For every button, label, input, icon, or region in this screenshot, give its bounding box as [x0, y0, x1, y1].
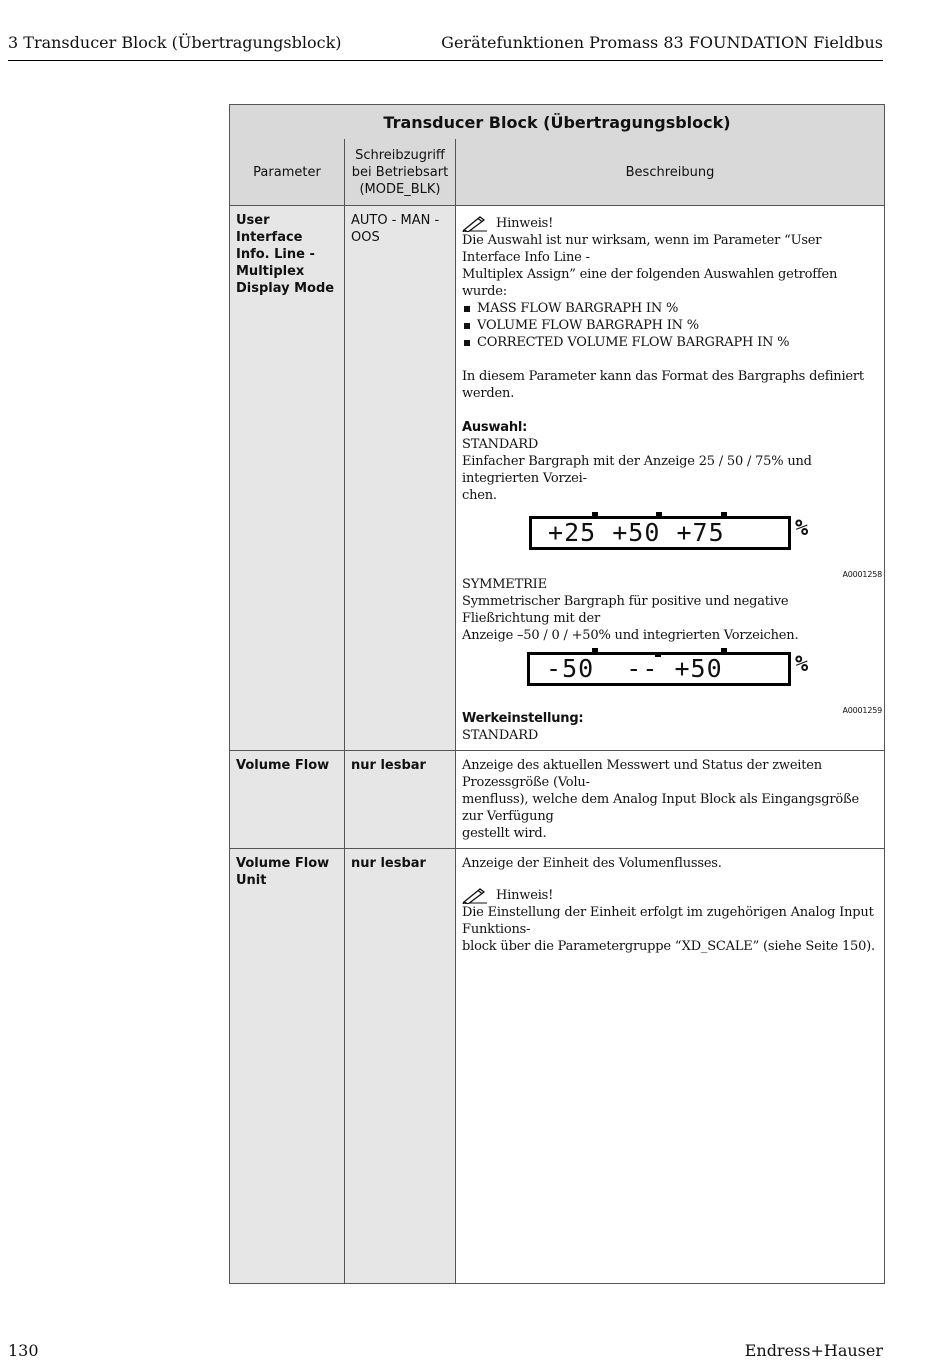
note-heading [462, 214, 878, 232]
parameter-name-line: Info. Line - [236, 247, 315, 262]
mode-value-line: AUTO - MAN - [351, 213, 440, 228]
symmetry-bargraph-figure [462, 648, 882, 715]
parameter-cell [230, 206, 345, 751]
mode-cell: nur lesbar [345, 849, 456, 1284]
brand-name: Endress+Hauser [744, 1341, 883, 1360]
note-text-line: block über die Parametergruppe “XD_SCALE” (siehe Seite 150). [462, 939, 875, 954]
parameter-name-line: Volume Flow [236, 856, 330, 871]
description-line: menfluss), welche dem Analog Input Block als Eingangsgröße zur Verfügung [462, 792, 859, 824]
format-text: In diesem Parameter kann das Format des Bargraphs definiert werden. [462, 369, 864, 401]
parameter-cell [230, 849, 345, 1284]
header-divider [8, 60, 883, 61]
list-item: CORRECTED VOLUME FLOW BARGRAPH IN % [462, 334, 878, 351]
parameter-cell [230, 751, 345, 849]
list-item: VOLUME FLOW BARGRAPH IN % [462, 317, 878, 334]
note-label: Hinweis! [496, 216, 554, 231]
default-setting-label: Werkeinstellung: [462, 711, 584, 726]
mode-cell: nur lesbar [345, 751, 456, 849]
symmetry-description-line: Anzeige –50 / 0 / +50% und integrierten Vorzeichen. [462, 628, 799, 643]
parameter-name-line: Volume Flow [236, 758, 330, 773]
symmetry-option-label: SYMMETRIE [462, 577, 547, 592]
mode-value-line: OOS [351, 230, 380, 245]
description-line: gestellt wird. [462, 826, 547, 841]
page-header-title: Gerätefunktionen Promass 83 FOUNDATION Fieldbus [441, 33, 883, 52]
parameter-name-line: User Interface [236, 213, 303, 245]
standard-description-line: Einfacher Bargraph mit der Anzeige 25 / 50 / 75% und integrierten Vorzei- [462, 454, 812, 486]
description-cell [456, 849, 885, 1284]
column-header-mode [345, 139, 456, 206]
description-line: Anzeige der Einheit des Volumenflusses. [462, 856, 722, 871]
figure-id: A0001258 [842, 570, 882, 579]
table-row [230, 206, 885, 751]
option-list [462, 300, 878, 351]
page-header-chapter: 3 Transducer Block (Übertragungsblock) [8, 33, 342, 52]
description-cell [456, 206, 885, 751]
parameter-name-line: Display Mode [236, 281, 335, 296]
parameter-name-line: Multiplex [236, 264, 305, 279]
parameter-name-line: Unit [236, 873, 267, 888]
description-line: Anzeige des aktuellen Messwert und Status der zweiten Prozessgröße (Volu- [462, 758, 822, 790]
standard-option-label: STANDARD [462, 437, 539, 452]
selection-label: Auswahl: [462, 420, 528, 435]
figure-id: A0001259 [842, 706, 882, 715]
note-heading [462, 886, 878, 904]
note-text-line: Die Auswahl ist nur wirksam, wenn im Parameter “User Interface Info Line - [462, 233, 822, 265]
column-header-mode-line: bei Betriebsart [351, 164, 449, 180]
default-setting-value: STANDARD [462, 728, 539, 743]
note-text-line: Multiplex Assign” eine der folgenden Auswahlen getroffen wurde: [462, 267, 838, 299]
transducer-block-table [229, 104, 885, 1284]
symmetry-description-line: Symmetrischer Bargraph für positive und negative Fließrichtung mit der [462, 594, 789, 626]
standard-bargraph-figure [462, 512, 882, 579]
column-header-mode-line: Schreibzugriff [355, 147, 445, 163]
lcd-display-symmetry: -50 -- +50 [527, 652, 791, 686]
lcd-percent-sign: % [795, 516, 809, 541]
column-header-description: Beschreibung [456, 139, 885, 206]
table-row [230, 751, 885, 849]
column-header-parameter: Parameter [230, 139, 345, 206]
list-item: MASS FLOW BARGRAPH IN % [462, 300, 878, 317]
column-header-mode-line: (MODE_BLK) [359, 181, 441, 197]
lcd-display-standard: +25 +50 +75 [529, 516, 791, 550]
page-number: 130 [8, 1341, 39, 1360]
lcd-percent-sign: % [795, 652, 809, 677]
pencil-note-icon [462, 886, 488, 904]
description-cell [456, 751, 885, 849]
note-text-line: Die Einstellung der Einheit erfolgt im zugehörigen Analog Input Funktions- [462, 905, 874, 937]
standard-description-line: chen. [462, 488, 497, 503]
pencil-note-icon [462, 214, 488, 232]
table-title: Transducer Block (Übertragungsblock) [230, 105, 885, 140]
table-row [230, 849, 885, 1284]
note-label: Hinweis! [496, 888, 554, 903]
mode-cell [345, 206, 456, 751]
